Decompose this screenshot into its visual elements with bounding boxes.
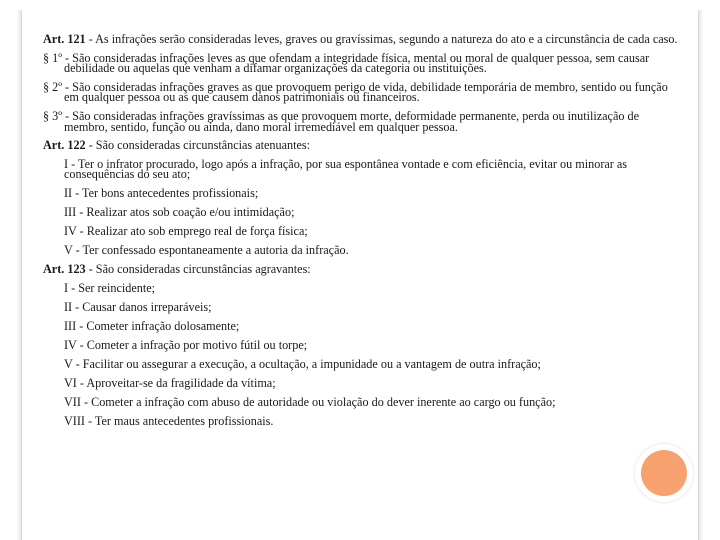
art-122-item-4: IV - Realizar ato sob emprego real de força física;: [64, 224, 308, 239]
art-122-item-2: II - Ter bons antecedentes profissionais;: [64, 186, 259, 201]
art-121-paragraph: [43, 34, 683, 45]
slide-shadow-right: [699, 10, 703, 540]
art-123-item-3: III - Cometer infração dolosamente;: [64, 318, 240, 333]
art-123-label: Art. 123: [43, 262, 86, 277]
art-122-label: Art. 122: [43, 138, 86, 153]
art-121-paragraph-2: § 2º - São consideradas infrações graves as que provoquem perigo de vida, debilidade temporária de membro, sentido ou função em qualquer pessoa ou as que causem danos patrimoniais ou financeiros.: [43, 79, 668, 105]
art-123-item-2: II - Causar danos irreparáveis;: [64, 299, 212, 314]
art-121-label: Art. 121: [43, 32, 86, 46]
art-123-item-4: IV - Cometer a infração por motivo fútil ou torpe;: [64, 337, 308, 352]
art-121-paragraph-3: § 3º - São consideradas infrações gravíssimas as que provoquem morte, deformidade permanente, perda ou inutilização de membro, sentido, função ou ainda, dano moral irremediável em qualquer pessoa.: [43, 109, 640, 134]
art-123-item-1: I - Ser reincidente;: [64, 280, 156, 295]
art-121-text: - As infrações serão consideradas leves, graves ou gravíssimas, segundo a natureza do ato e a circunstância de cada caso.: [85, 32, 678, 46]
art-123-heading: [43, 264, 683, 275]
art-123-text: - São consideradas circunstâncias agravantes:: [85, 262, 311, 277]
art-122-item-3: III - Realizar atos sob coação e/ou intimidação;: [64, 205, 295, 220]
art-121-paragraph-1: § 1º - São consideradas infrações leves as que ofendam a integridade física, mental ou moral de qualquer pessoa, sem causar debilidade ou aquelas que venham a difamar organizações da categoria ou instituições.: [43, 50, 650, 76]
document-body: [43, 34, 683, 435]
art-123-item-8: VIII - Ter maus antecedentes profissionais.: [64, 413, 274, 428]
decorative-orange-circle: [641, 450, 687, 496]
art-122-heading: [43, 140, 683, 151]
art-123-item-6: VI - Aproveitar-se da fragilidade da vítima;: [64, 375, 276, 390]
art-122-text: - São consideradas circunstâncias atenuantes:: [85, 138, 311, 153]
art-122-item-1: I - Ter o infrator procurado, logo após a infração, por sua espontânea vontade e com eficiência, evitar ou minorar as consequências do seu ato;: [64, 156, 628, 182]
art-122-item-5: V - Ter confessado espontaneamente a autoria da infração.: [64, 243, 349, 258]
art-123-item-5: V - Facilitar ou assegurar a execução, a ocultação, a impunidade ou a vantagem de outra infração;: [64, 356, 541, 371]
art-123-item-7: VII - Cometer a infração com abuso de autoridade ou violação do dever inerente ao cargo ou função;: [64, 394, 556, 409]
